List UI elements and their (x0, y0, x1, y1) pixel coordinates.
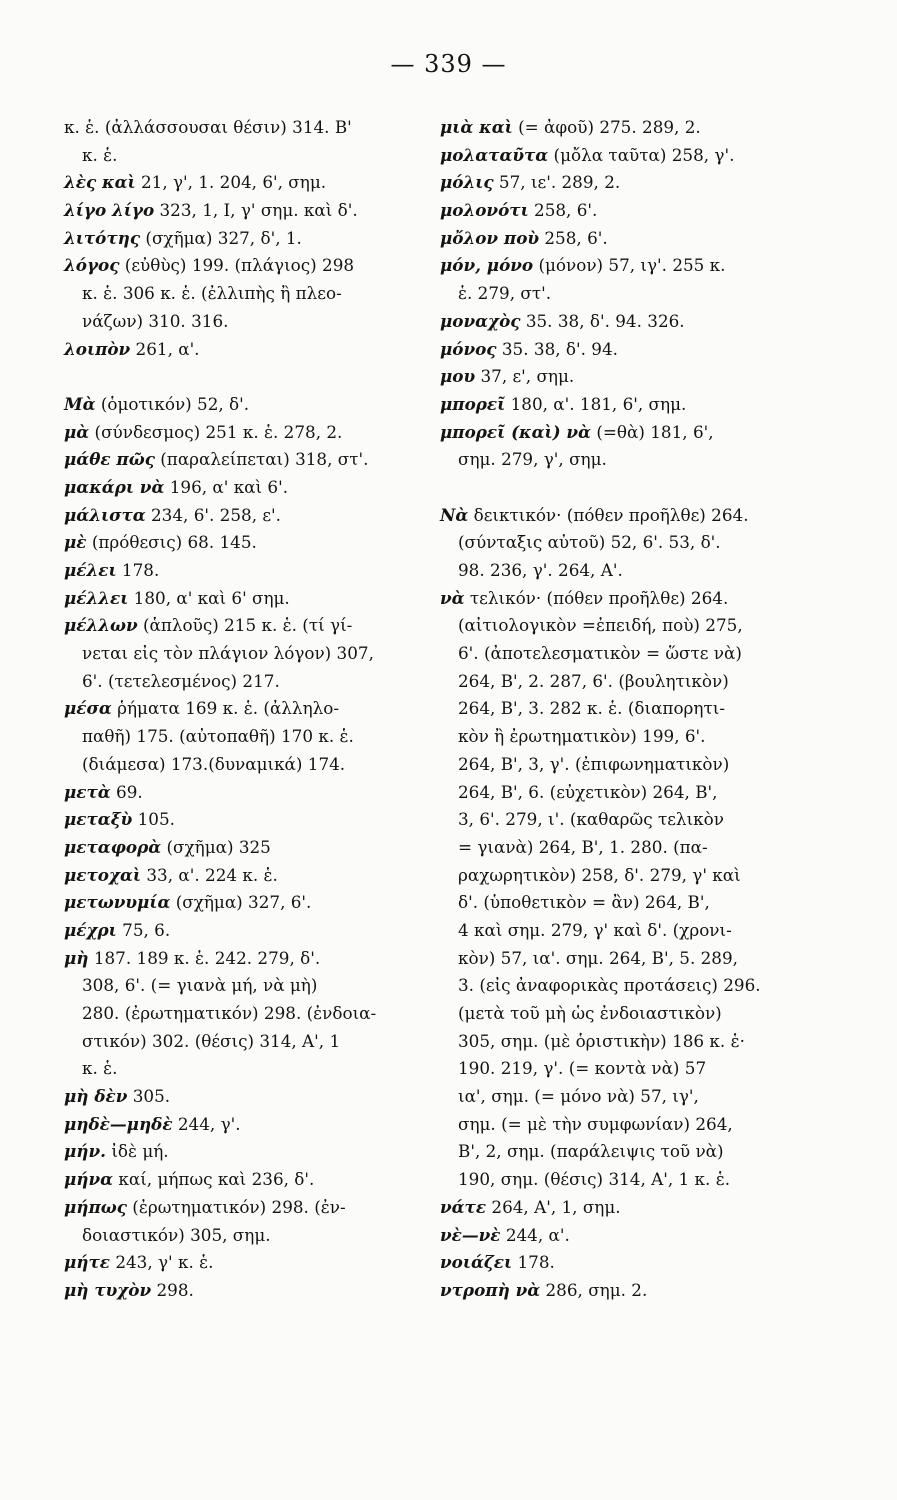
entry-headword: μόλις (440, 172, 494, 193)
entry-headword: μήπως (64, 1196, 127, 1217)
index-entry (64, 889, 416, 917)
entry-headword: μηδὲ—μηδὲ (64, 1113, 173, 1134)
entry-references: 264, Β', 3, γ'. (ἐπιφωνηματικὸν) (458, 753, 730, 774)
entry-headword: μάλιστα (64, 504, 146, 525)
index-entry (440, 391, 812, 419)
entry-references: (=θὰ) 181, 6', (590, 421, 714, 442)
entry-headword: νὲ—νὲ (440, 1224, 501, 1245)
entry-headword: νάτε (440, 1196, 487, 1217)
index-entry-continuation (64, 114, 416, 142)
entry-references: 308, 6'. (= γιανὰ μή, νὰ μὴ) (82, 975, 318, 996)
entry-references: 35. 38, δ'. 94. 326. (520, 310, 685, 331)
index-entry (64, 1194, 416, 1222)
index-entry (64, 779, 416, 807)
entry-references: κὸν ἢ ἐρωτηματικὸν) 199, 6'. (458, 726, 706, 747)
entry-headword: μακάρι νὰ (64, 476, 165, 497)
entry-headword: λὲς καὶ (64, 172, 136, 193)
entry-references: 180, α' καὶ 6' σημ. (128, 587, 290, 608)
index-entry-continuation (64, 972, 416, 1000)
entry-references: καί, μήπως καὶ 236, δ'. (113, 1169, 315, 1190)
entry-references: 264, Β', 6. (εὐχετικὸν) 264, Β', (458, 781, 718, 802)
entry-headword: μοναχὸς (440, 310, 521, 331)
index-entry-continuation (440, 529, 812, 557)
index-entry-continuation (440, 1000, 812, 1028)
index-entry (440, 197, 812, 225)
index-entry (64, 169, 416, 197)
index-entry (440, 169, 812, 197)
index-entry (64, 1166, 416, 1194)
index-entry (440, 114, 812, 142)
index-entry-continuation (440, 779, 812, 807)
entry-references: 305, σημ. (μὲ ὁριστικὴν) 186 κ. ἑ· (458, 1030, 745, 1051)
index-entry (440, 1249, 812, 1277)
index-entry-continuation (64, 1222, 416, 1250)
entry-references: τελικόν· (πόθεν προῆλθε) 264. (464, 587, 729, 608)
entry-headword: μιὰ καὶ (440, 117, 513, 137)
index-entry-continuation (64, 142, 416, 170)
entry-headword: μὴ δὲν (64, 1086, 128, 1107)
index-entry (440, 1222, 812, 1250)
index-entry-continuation (440, 1138, 812, 1166)
section-gap (440, 474, 812, 502)
index-entry-continuation (440, 945, 812, 973)
index-entry-continuation (440, 668, 812, 696)
entry-references: 258, 6'. (539, 227, 608, 248)
entry-references: (ὁμοτικόν) 52, δ'. (95, 393, 250, 414)
index-entry (64, 1111, 416, 1139)
entry-references: σημ. (= μὲ τὴν συμφωνίαν) 264, (458, 1113, 733, 1134)
entry-references: 6'. (ἀποτελεσματικὸν = ὥστε νὰ) (458, 643, 742, 664)
entry-references: 35. 38, δ'. 94. (496, 338, 618, 359)
entry-headword: λιτότης (64, 227, 141, 248)
index-column-left (64, 114, 416, 1305)
index-entry (440, 1277, 812, 1305)
entry-references: (σύνδεσμος) 251 κ. ἑ. 278, 2. (89, 421, 343, 442)
entry-headword: μόν, μόνο (440, 255, 534, 276)
index-entry (64, 419, 416, 447)
entry-references: 280. (ἐρωτηματικόν) 298. (ἐνδοια- (82, 1003, 377, 1023)
entry-references: παθῆ) 175. (αὐτοπαθῆ) 170 κ. ἑ. (82, 726, 354, 747)
index-entry-continuation (440, 834, 812, 862)
entry-references: (παραλείπεται) 318, στ'. (154, 449, 369, 470)
index-entry (64, 391, 416, 419)
index-entry (440, 308, 812, 336)
entry-references: 234, 6'. 258, ε'. (145, 504, 282, 525)
entry-references: 298. (151, 1279, 194, 1300)
entry-headword: μὴ (64, 947, 89, 968)
index-entry (64, 502, 416, 530)
index-entry-continuation (440, 280, 812, 308)
entry-references: 57, ιε'. 289, 2. (493, 172, 621, 193)
index-entry-continuation (64, 640, 416, 668)
entry-headword: μεταξὺ (64, 809, 133, 830)
entry-references: 264, Β', 2. 287, 6'. (βουλητικὸν) (458, 670, 729, 691)
index-entry (64, 225, 416, 253)
index-entry (440, 1194, 812, 1222)
index-entry-continuation (64, 1000, 416, 1028)
entry-references: 196, α' καὶ 6'. (164, 476, 289, 497)
entry-references: 178. (116, 560, 160, 580)
entry-references: κὸν) 57, ια'. σημ. 264, Β', 5. 289, (458, 947, 738, 968)
index-entry (440, 225, 812, 253)
entry-references: (σύνταξις αὐτοῦ) 52, 6'. 53, δ'. (458, 532, 721, 553)
entry-headword: μετοχαὶ (64, 864, 142, 885)
entry-references: 264, Α', 1, σημ. (486, 1196, 621, 1217)
section-gap (64, 363, 416, 391)
entry-references: στικόν) 302. (θέσις) 314, Α', 1 (82, 1030, 341, 1051)
entry-references: ια', σημ. (= μόνο νὰ) 57, ιγ', (458, 1086, 699, 1107)
index-entry (64, 862, 416, 890)
index-entry-continuation (440, 862, 812, 890)
entry-references: 286, σημ. 2. (540, 1279, 648, 1300)
entry-references: 190, σημ. (θέσις) 314, Α', 1 κ. ἑ. (458, 1169, 731, 1190)
index-entry-continuation (440, 640, 812, 668)
entry-references: ἑ. 279, στ'. (458, 283, 552, 304)
entry-headword: μάθε πῶς (64, 449, 155, 470)
entry-references: 264, Β', 3. 282 κ. ἑ. (διαπορητι- (458, 698, 726, 719)
entry-references: 75, 6. (116, 919, 171, 940)
entry-headword: μήτε (64, 1252, 110, 1273)
entry-references: 69. (110, 781, 143, 802)
index-entry (440, 336, 812, 364)
entry-references: 6'. (τετελεσμένος) 217. (82, 670, 280, 691)
index-entry-continuation (440, 695, 812, 723)
entry-references: 98. 236, γ'. 264, Α'. (458, 560, 623, 580)
entry-references: 323, 1, Ι, γ' σημ. καὶ δ'. (154, 200, 358, 221)
index-entry-continuation (440, 612, 812, 640)
entry-references: σημ. 279, γ', σημ. (458, 449, 607, 470)
entry-references: κ. ἑ. (ἀλλάσσουσαι θέσιν) 314. Β' (64, 117, 352, 137)
entry-headword: μέσα (64, 698, 112, 719)
index-entry-continuation (64, 308, 416, 336)
entry-references: κ. ἑ. (82, 144, 118, 165)
entry-references: (= ἀφοῦ) 275. 289, 2. (512, 117, 701, 137)
index-entry-continuation (64, 280, 416, 308)
index-entry (440, 502, 812, 530)
entry-headword: μὴ τυχὸν (64, 1279, 152, 1300)
entry-references: 37, ε', σημ. (475, 366, 575, 387)
entry-references: ῥήματα 169 κ. ἑ. (ἀλληλο- (111, 698, 340, 719)
entry-references: (αἰτιολογικὸν =ἐπειδή, ποὺ) 275, (458, 615, 743, 636)
index-entry (440, 363, 812, 391)
entry-references: 243, γ' κ. ἑ. (109, 1252, 214, 1273)
entry-headword: μπορεῖ (καὶ) νὰ (440, 421, 591, 442)
entry-headword: μὄλον ποὺ (440, 227, 540, 248)
entry-references: 244, γ'. (172, 1113, 241, 1134)
entry-headword: μήνα (64, 1169, 114, 1190)
index-entry (64, 945, 416, 973)
entry-references: 244, α'. (500, 1224, 570, 1245)
entry-headword: λίγο λίγο (64, 200, 155, 221)
index-entry-continuation (440, 972, 812, 1000)
index-entry-continuation (440, 446, 812, 474)
entry-references: Β', 2, σημ. (παράλειψις τοῦ νὰ) (458, 1141, 724, 1162)
index-entry (64, 917, 416, 945)
index-entry-continuation (440, 1028, 812, 1056)
entry-references: νάζων) 310. 316. (82, 310, 229, 331)
entry-references: (σχῆμα) 327, δ', 1. (140, 227, 302, 248)
entry-references: (σχῆμα) 327, 6'. (170, 892, 312, 913)
index-entry-continuation (64, 668, 416, 696)
index-entry-continuation (64, 1028, 416, 1056)
entry-references: 105. (132, 809, 175, 830)
index-entry-continuation (64, 1055, 416, 1083)
entry-headword: μετωνυμία (64, 892, 171, 913)
index-entry (64, 197, 416, 225)
index-column-right (440, 114, 812, 1305)
entry-headword: Νὰ (440, 504, 469, 525)
entry-references: (μὄλα ταῦτα) 258, γ'. (548, 144, 735, 165)
index-entry-continuation (440, 917, 812, 945)
entry-references: (πρόθεσις) 68. 145. (86, 532, 257, 553)
index-entry (64, 252, 416, 280)
entry-headword: μήν. (64, 1141, 106, 1162)
entry-references: 258, 6'. (528, 200, 598, 221)
entry-headword: μετὰ (64, 781, 111, 802)
entry-headword: μέλει (64, 560, 117, 580)
entry-references: 190. 219, γ'. (= κοντὰ νὰ) 57 (458, 1058, 707, 1079)
entry-references: νεται εἰς τὸν πλάγιον λόγον) 307, (82, 643, 374, 664)
entry-headword: μου (440, 366, 476, 387)
entry-headword: μὰ (64, 421, 90, 442)
index-entry-continuation (440, 1166, 812, 1194)
entry-references: (εὐθὺς) 199. (πλάγιος) 298 (119, 255, 355, 276)
index-entry-continuation (440, 806, 812, 834)
index-entry (64, 834, 416, 862)
entry-references: 21, γ', 1. 204, 6', σημ. (135, 172, 327, 193)
index-entry (440, 252, 812, 280)
entry-headword: μόνος (440, 338, 497, 359)
entry-headword: νὰ (440, 587, 465, 608)
entry-references: ραχωρητικὸν) 258, δ'. 279, γ' καὶ (458, 864, 741, 885)
index-entry (64, 1083, 416, 1111)
entry-references: 3. (εἰς ἀναφορικὰς προτάσεις) 296. (458, 975, 761, 996)
entry-references: (μόνον) 57, ιγ'. 255 κ. (533, 255, 726, 276)
index-entry (440, 585, 812, 613)
entry-headword: μέχρι (64, 919, 117, 940)
page-number: — 339 — (390, 50, 507, 78)
entry-headword: μεταφορὰ (64, 836, 162, 857)
entry-references: 4 καὶ σημ. 279, γ' καὶ δ'. (χρονι- (458, 919, 732, 940)
index-entry-continuation (440, 889, 812, 917)
index-entry (64, 1138, 416, 1166)
entry-references: κ. ἑ. (82, 1058, 118, 1079)
entry-references: (διάμεσα) 173.(δυναμικά) 174. (82, 753, 346, 774)
index-entry (440, 142, 812, 170)
entry-references: κ. ἑ. 306 κ. ἑ. (ἐλλιπὴς ἢ πλεο- (82, 283, 342, 304)
entry-headword: λόγος (64, 255, 120, 276)
entry-references: δοιαστικόν) 305, σημ. (82, 1224, 271, 1245)
entry-references: 305. (127, 1086, 171, 1107)
entry-references: (σχῆμα) 325 (161, 836, 271, 857)
entry-headword: λοιπὸν (64, 338, 131, 359)
index-entry (64, 474, 416, 502)
index-entry-continuation (440, 1083, 812, 1111)
entry-headword: μὲ (64, 532, 87, 553)
index-entry (64, 612, 416, 640)
index-entry (64, 806, 416, 834)
index-entry (64, 336, 416, 364)
entry-references: (ἐρωτηματικόν) 298. (ἐν- (126, 1196, 346, 1217)
entry-references: 180, α'. 181, 6', σημ. (505, 393, 687, 414)
entry-references: 187. 189 κ. ἑ. 242. 279, δ'. (88, 947, 321, 968)
index-entry-continuation (440, 1055, 812, 1083)
entry-references: δεικτικόν· (πόθεν προῆλθε) 264. (468, 504, 749, 525)
entry-headword: μολονότι (440, 200, 529, 221)
index-entry-continuation (440, 751, 812, 779)
entry-headword: ντροπὴ νὰ (440, 1279, 541, 1300)
entry-headword: μέλλων (64, 615, 138, 636)
entry-references: ἰδὲ μή. (105, 1141, 169, 1162)
entry-references: 3, 6'. 279, ι'. (καθαρῶς τελικὸν (458, 809, 724, 830)
entry-references: 261, α'. (130, 338, 200, 359)
entry-references: δ'. (ὑποθετικὸν = ἂν) 264, Β', (458, 892, 710, 913)
entry-references: (ἁπλοῦς) 215 κ. ἑ. (τί γί- (137, 615, 353, 636)
index-entry-continuation (64, 723, 416, 751)
index-entry (64, 529, 416, 557)
index-entry (64, 1277, 416, 1305)
index-entry-continuation (440, 1111, 812, 1139)
entry-headword: νοιάζει (440, 1252, 513, 1273)
index-entry-continuation (440, 557, 812, 585)
entry-references: 33, α'. 224 κ. ἑ. (141, 864, 278, 885)
index-entry-continuation (64, 751, 416, 779)
index-entry-continuation (440, 723, 812, 751)
entry-headword: μέλλει (64, 587, 129, 608)
index-entry (64, 446, 416, 474)
entry-headword: μπορεῖ (440, 393, 506, 414)
entry-references: = γιανὰ) 264, Β', 1. 280. (πα- (458, 836, 708, 857)
index-entry (64, 557, 416, 585)
index-entry (440, 419, 812, 447)
entry-references: 178. (512, 1252, 555, 1273)
index-entry (64, 585, 416, 613)
index-entry (64, 695, 416, 723)
index-entry (64, 1249, 416, 1277)
entry-headword: Μὰ (64, 393, 96, 414)
entry-references: (μετὰ τοῦ μὴ ὡς ἐνδοιαστικὸν) (458, 1003, 722, 1023)
entry-headword: μολαταῦτα (440, 144, 549, 165)
